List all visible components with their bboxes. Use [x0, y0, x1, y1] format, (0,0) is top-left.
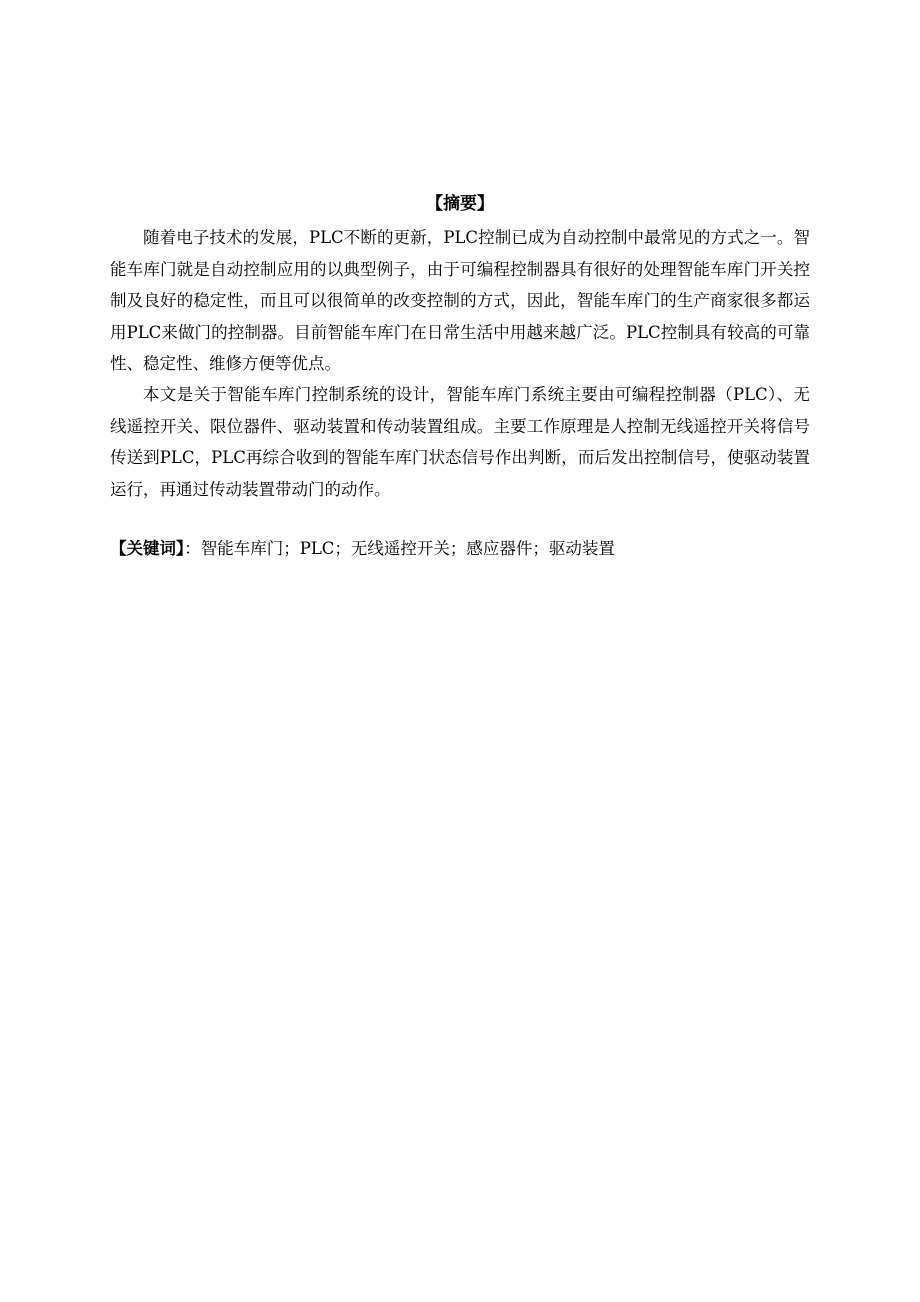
abstract-heading: 【摘要】: [426, 194, 494, 214]
keywords-label: 【关键词】: [110, 539, 185, 558]
abstract-paragraph-1: 随着电子技术的发展，PLC不断的更新，PLC控制已成为自动控制中最常见的方式之一。智能车库门就是自动控制应用的以典型例子，由于可编程控制器具有很好的处理智能车库门开关控制及良好的稳定性，而且可以很简单的改变控制的方式，因此，智能车库门的生产商家很多都运用PLC来做门的控制器。目前智能车库门在日常生活中用越来越广泛。PLC控制具有较高的可靠性、稳定性、维修方便等优点。: [110, 228, 810, 373]
abstract-paragraph-2: 本文是关于智能车库门控制系统的设计，智能车库门系统主要由可编程控制器（PLC）、无线遥控开关、限位器件、驱动装置和传动装置组成。主要工作原理是人控制无线遥控开关将信号传送到PLC，PLC再综合收到的智能车库门状态信号作出判断，而后发出控制信号，使驱动装置运行，再通过传动装置带动门的动作。: [110, 385, 810, 499]
keywords-line: [110, 533, 810, 565]
keywords-text: ：智能车库门；PLC；无线遥控开关；感应器件；驱动装置: [184, 539, 615, 558]
